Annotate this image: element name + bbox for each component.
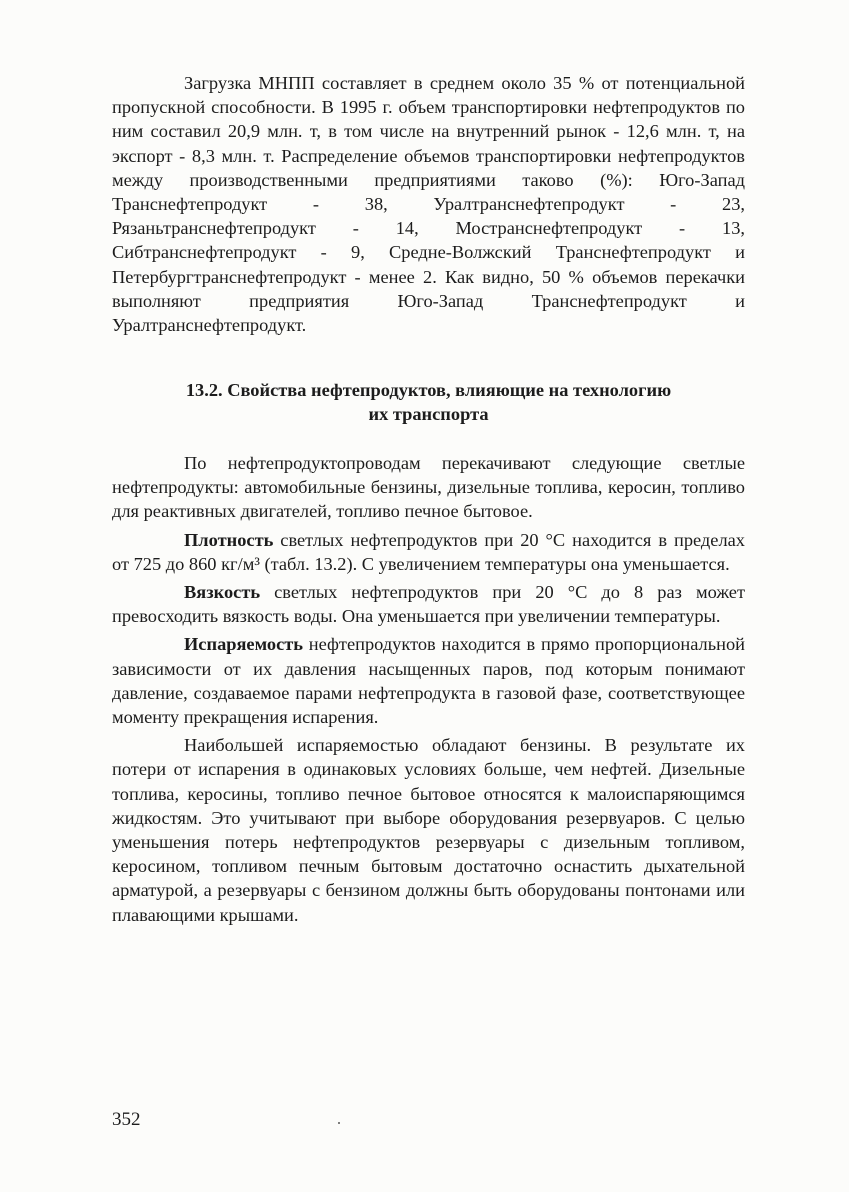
section-heading-line2: их транспорта [368,404,489,424]
scan-speck [338,1122,340,1124]
intro-paragraph: Загрузка МНПП составляет в среднем около 35 % от потенциальной пропускной способности. В 1995 г. объем транспортировки нефтепродуктов по ним составил 20,9 млн. т, в том числе на внутренний рынок - 12,6 млн. т, на экспорт - 8,3 млн. т. Распределение объемов транспортировки нефтепродуктов между производственными предприятиями таково (%): Юго-Запад Транснефтепродукт - 38, Уралтранснефтепродукт - 23, Рязаньтранснефтепродукт - 14, Мостранснефтепродукт - 13, Сибтранснефтепродукт - 9, Средне-Волжский Транснефтепродукт и Петербургтранснефтепродукт - менее 2. Как видно, 50 % объемов перекачки выполняют предприятия Юго-Запад Транснефтепродукт и Уралтранснефтепродукт. [112,73,745,336]
term-volatility: Испаряемость [184,634,304,655]
paragraph-density [112,528,745,576]
volatility-text: нефтепродуктов находится в прямо пропорциональной зависимости от их давления насыщенных паров, под которым понимают давление, создаваемое парами нефтепродукта в газовой фазе, соответствующее моменту прекращения испарения. [112,634,745,728]
density-text: светлых нефтепродуктов при 20 °С находится в пределах от 725 до 860 кг/м³ (табл. 13.2). С увеличением температуры она уменьшается. [112,529,745,574]
paragraph-volatility [112,632,745,729]
term-viscosity: Вязкость [184,582,261,603]
intro-text [112,71,745,337]
paragraph-viscosity [112,580,745,628]
page-number: 352 [112,1109,141,1130]
paragraph-gasoline-evaporation: Наибольшей испаряемостью обладают бензины. В результате их потери от испарения в одинаковых условиях больше, чем нефтей. Дизельные топлива, керосины, топливо печное бытовое относятся к малоиспаряющимся жидкостям. Это учитывают при выборе оборудования резервуаров. С целью уменьшения потерь нефтепродуктов резервуары с дизельным топливом, керосином, топливом печным бытовым достаточно оснастить дыхательной арматурой, а резервуары с бензином должны быть оборудованы понтонами или плавающими крышами. [112,735,745,925]
viscosity-text: светлых нефтепродуктов при 20 °С до 8 раз может превосходить вязкость воды. Она уменьшается при увеличении температуры. [112,582,745,627]
section-body [112,451,745,931]
section-heading [112,378,745,426]
paragraph-products-list: По нефтепродуктопроводам перекачивают следующие светлые нефтепродукты: автомобильные бензины, дизельные топлива, керосин, топливо для реактивных двигателей, топливо печное бытовое. [112,453,745,522]
section-heading-line1: 13.2. Свойства нефтепродуктов, влияющие на технологию [185,380,672,400]
term-density: Плотность [184,529,274,550]
